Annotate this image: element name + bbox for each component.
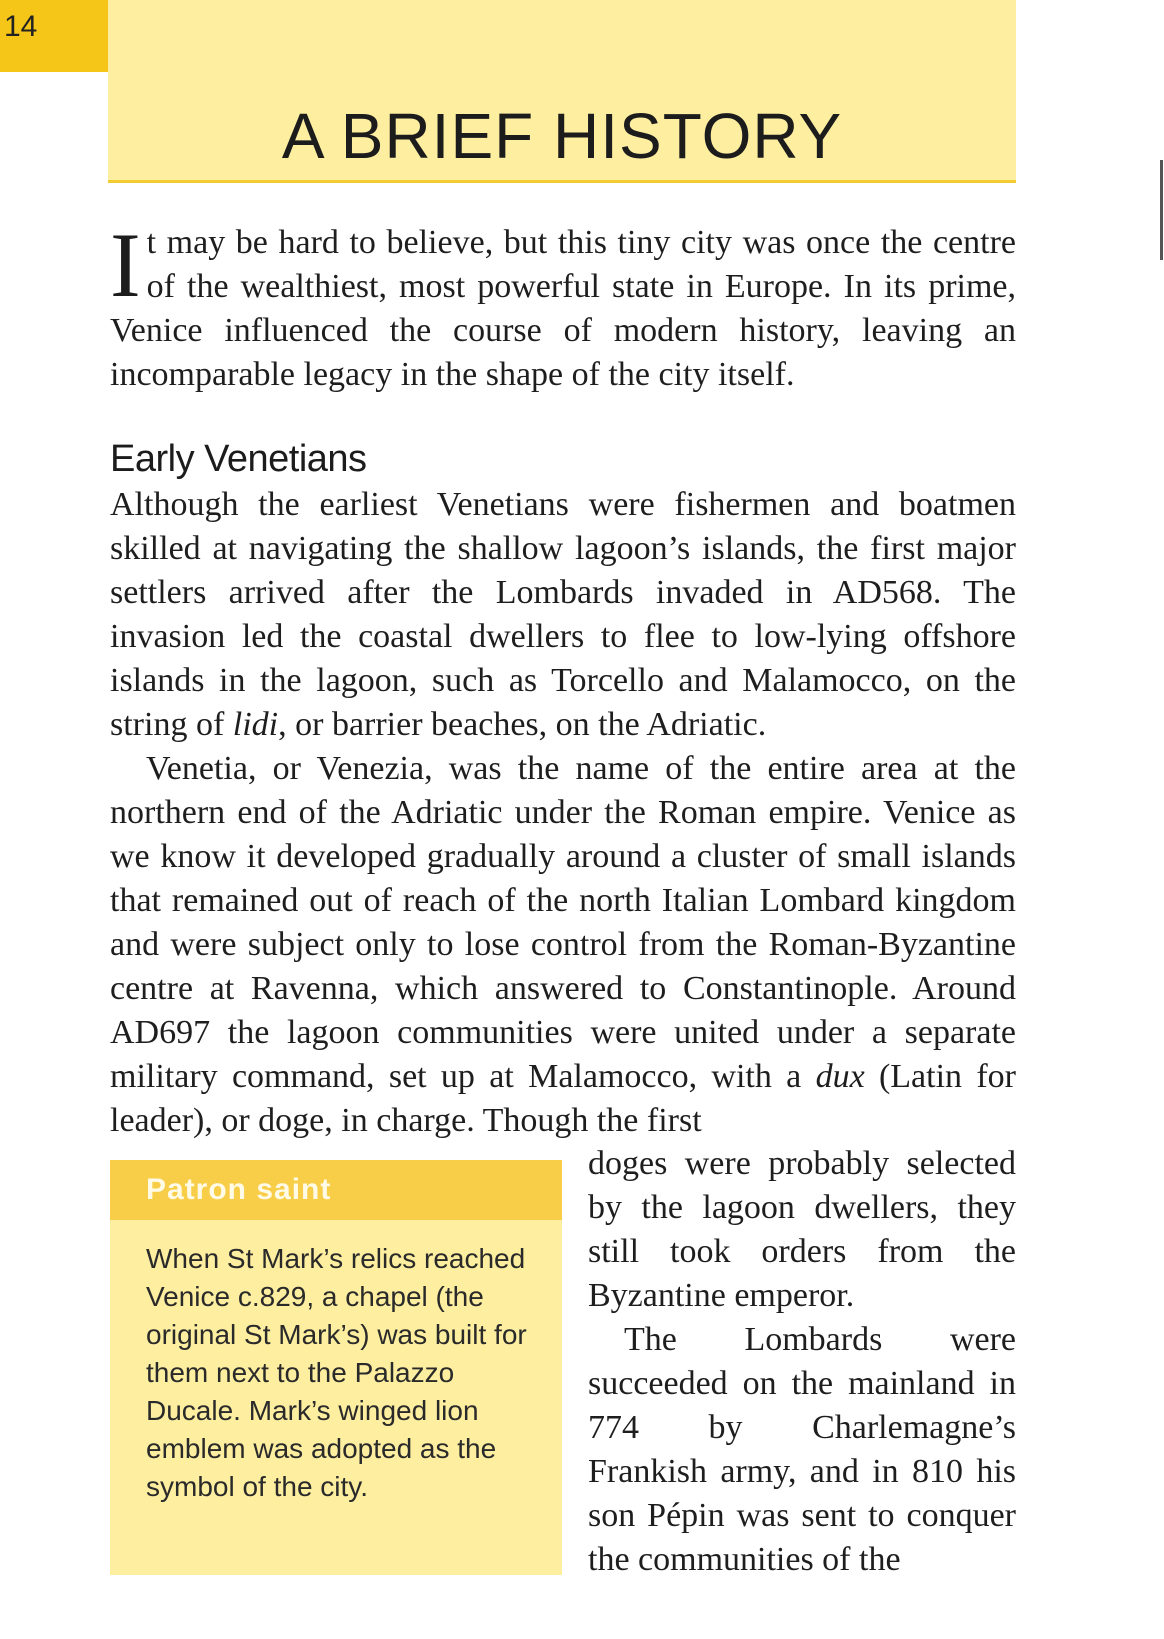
italic-term: lidi bbox=[232, 706, 279, 743]
page-number: 14 bbox=[4, 10, 38, 43]
chapter-title: A BRIEF HISTORY bbox=[281, 100, 843, 172]
paragraph-1: Although the earliest Venetians were fishermen and boatmen skilled at navigating the shallow lagoon’s islands, the first major settlers arrived after the Lombards invaded in AD568. The invasion led the coastal dwellers to flee to low-lying offshore islands in the lagoon, such as Torcello and Malamocco, on the string of lidi, or barrier beaches, on the Adriatic. bbox=[110, 486, 1016, 743]
title-band bbox=[108, 0, 1016, 183]
section-heading: Early Venetians bbox=[110, 438, 367, 480]
intro-text: t may be hard to believe, but this tiny city was once the centre of the wealthiest, most powerful state in Europe. In its prime, Venice influenced the course of modern history, leaving an incomparable legacy in the shape of the city itself. bbox=[110, 224, 1016, 393]
paragraph-2-continued: doges were probably selected by the lagoon dwellers, they still took orders from the Byzantine emperor. bbox=[588, 1145, 1016, 1314]
sidebar-text: When St Mark’s relics reached Venice c.829, a chapel (the original St Mark’s) was built for them next to the Palazzo Ducale. Mark’s winged lion emblem was adopted as the symbol of the city. bbox=[146, 1243, 527, 1502]
page-number-tab bbox=[0, 0, 108, 72]
paragraph-3: The Lombards were succeeded on the mainland in 774 by Charlemagne’s Frankish army, and in 810 his son Pépin was sent to conquer the communities of the bbox=[588, 1321, 1016, 1578]
body-text bbox=[110, 483, 1016, 1143]
column-text bbox=[588, 1142, 1016, 1582]
page-edge-line bbox=[1160, 160, 1163, 260]
drop-cap: I bbox=[110, 214, 141, 316]
intro-paragraph bbox=[110, 214, 1016, 397]
italic-term: dux bbox=[815, 1058, 865, 1095]
sidebar-box bbox=[110, 1160, 562, 1575]
paragraph-2: Venetia, or Venezia, was the name of the entire area at the northern end of the Adriatic under the Roman empire. Venice as we know it developed gradually around a cluster of small islands that remained out of reach of the north Italian Lombard kingdom and were subject only to lose control from the Roman-Byzantine centre at Ravenna, which answered to Constantinople. Around AD697 the lagoon communities were united under a separate military command, set up at Malamocco, with a dux (Latin for leader), or doge, in charge. Though the first bbox=[110, 750, 1016, 1139]
sidebar-heading: Patron saint bbox=[110, 1160, 562, 1220]
